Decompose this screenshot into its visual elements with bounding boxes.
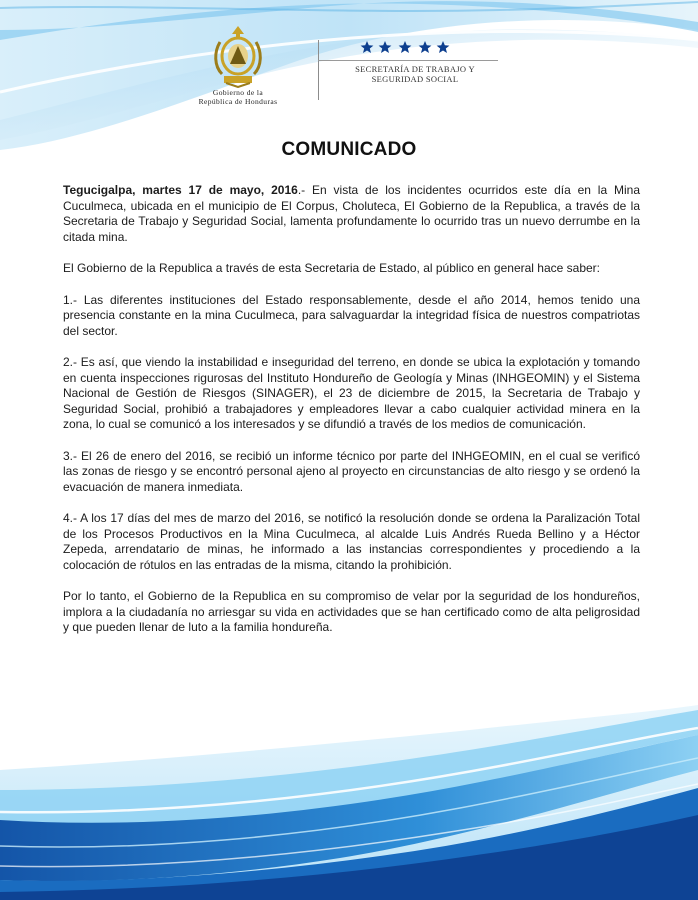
document-title: COMUNICADO (281, 139, 417, 160)
dateline: Tegucigalpa, martes 17 de mayo, 2016 (63, 183, 298, 197)
secretaria-rule (318, 60, 498, 61)
paragraph-intro (63, 183, 640, 245)
gov-name-line1: Gobierno de la (212, 88, 264, 97)
gov-name-line2: República de Honduras (198, 97, 278, 106)
intro-text: .- En vista de los incidentes ocurridos este día en la Mina Cuculmeca, ubicada en el municipio de El Corpus, Choluteca, El Gobierno de la Republica, a través de la Secretaria de Trabajo y Seguridad Social, lamenta profundamente lo ocurrido tras un nuevo derrumbe en la citada mina. (63, 183, 640, 244)
paragraph-point-1: 1.- Las diferentes instituciones del Estado responsablemente, desde el año 2014, hemos tenido una presencia constante en la mina Cuculmeca, para salvaguardar la integridad física de nuestros compatriotas del sector. (63, 292, 640, 338)
header-divider (318, 40, 319, 100)
honduras-coat-of-arms-icon (210, 22, 266, 88)
paragraph-point-2: 2.- Es así, que viendo la instabilidad e inseguridad del terreno, en donde se ubica la explotación y tomando en cuenta inspecciones rigurosas del Instituto Hondureño de Geología y Minas (INHGEOMIN) y el Sistema Nacional de Gestión de Riesgos (SINAGER), el 23 de diciembre de 2015, la Secretaria de Trabajo y Seguridad Social, prohibió a trabajadores y empleadores llevar a cabo cualquier actividad minera en la zona, lo cual se comunicó a los interesados y se difundió a través de los medios de comunicación. (63, 355, 640, 431)
five-stars-icon (360, 40, 450, 54)
paragraph-point-3: 3.- El 26 de enero del 2016, se recibió un informe técnico por parte del INHGEOMIN, en el cual se verificó las zonas de riesgo y se encontró personal ajeno al proyecto en circunstancias de alto riesgo y se ordenó la evacuación de manera inmediata. (63, 448, 640, 494)
secretaria-line1: SECRETARÍA DE TRABAJO Y (355, 64, 475, 74)
secretaria-name-block (340, 64, 490, 84)
paragraph-closing: Por lo tanto, el Gobierno de la Republica en su compromiso de velar por la seguridad de los hondureños, implora a la ciudadanía no arriesgar su vida en actividades que se han certificado como de alta peligrosidad y que pueden llenar de luto a la familia hondureña. (63, 589, 640, 634)
document-body (63, 183, 640, 652)
paragraph-point-4: 4.- A los 17 días del mes de marzo del 2016, se notificó la resolución donde se ordena la Paralización Total de los Procesos Productivos en la Mina Cuculmeca, al alcalde Luis Andrés Rueda Bellino y a Héctor Zepeda, arrendatario de minas, he informado a las instancias correspondientes y procediendo a la colocación de rótulos en las entradas de la misma, citando la prohibición. (63, 511, 640, 572)
government-logo-block (168, 22, 308, 106)
paragraph-announcement: El Gobierno de la Republica a través de esta Secretaria de Estado, al público en general hace saber: (63, 261, 600, 275)
secretaria-line2: SEGURIDAD SOCIAL (371, 74, 459, 84)
